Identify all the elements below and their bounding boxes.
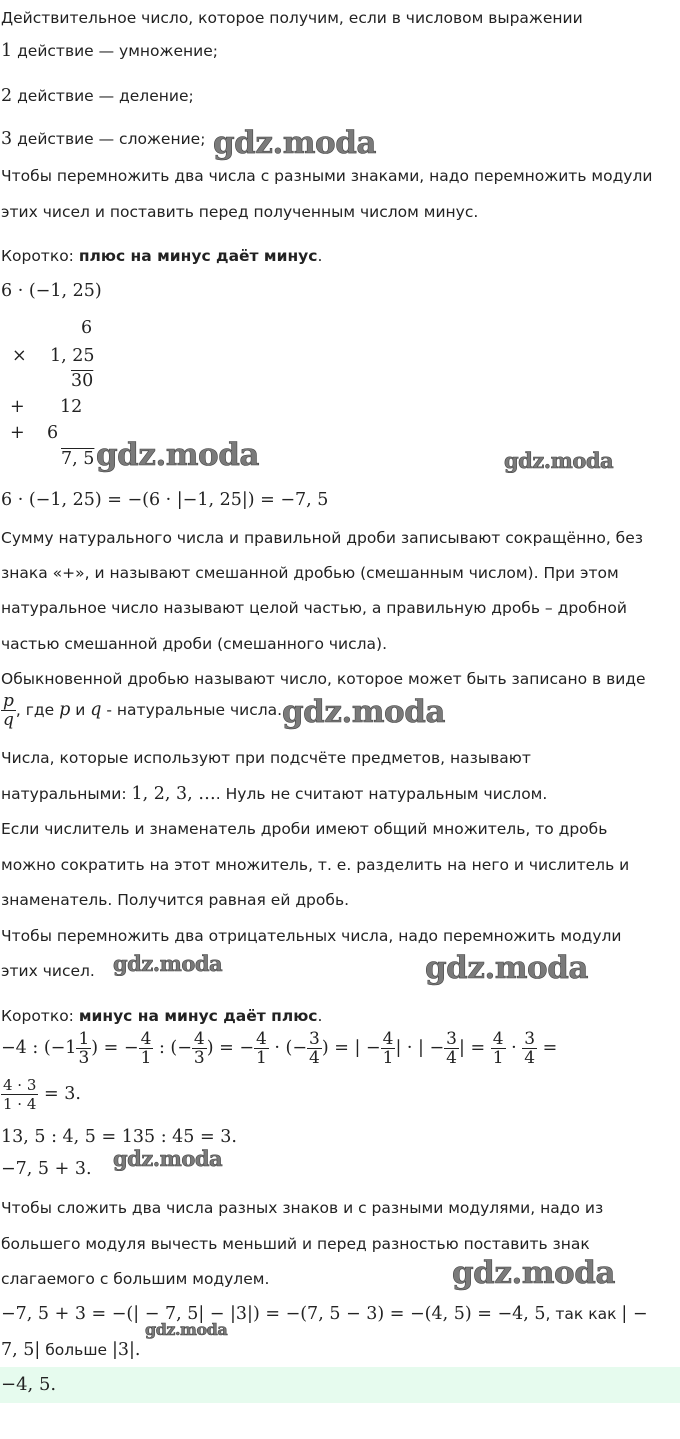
watermark: gdz.moda	[213, 125, 376, 161]
text-line: можно сократить на этот множитель, т. е. разделить на него и числитель и	[1, 856, 630, 874]
rule-line: слагаемого с большим модулем.	[1, 1270, 270, 1288]
step-text: действие — деление;	[17, 87, 194, 105]
text-line: Сумму натурального числа и правильной дроби записывают сокращённо, без	[1, 529, 644, 547]
column-a: 6	[81, 318, 93, 338]
rule-line: Чтобы перемножить два числа с разными знаками, надо перемножить модули	[1, 167, 653, 185]
rule-line: этих чисел и поставить перед полученным числом минус.	[1, 203, 479, 221]
expression: 6 · (−1, 25)	[1, 281, 102, 301]
column-plus: +	[10, 423, 25, 443]
calculation-line: $\frac{4 \cdot 3}{1 \cdot 4}$ = 3.	[3, 1076, 81, 1113]
final-line: 7, 5| больше |3|.	[1, 1340, 141, 1360]
text-line: Обыкновенной дробью называют число, которое может быть записано в виде	[1, 670, 646, 688]
column-row: 6	[47, 423, 59, 443]
watermark: gdz.moda	[282, 694, 445, 730]
text-line: Если числитель и знаменатель дроби имеют общий множитель, то дробь	[1, 820, 608, 838]
fraction-definition: $\frac{p}{q}$ , где p и q - натуральные числа.	[3, 691, 283, 730]
watermark: gdz.moda	[96, 437, 259, 473]
text-line: натуральными: 1, 2, 3, …. Нуль не считают натуральным числом.	[1, 784, 548, 804]
column-row: 12	[60, 397, 83, 417]
step-3	[1, 128, 205, 150]
watermark: gdz.moda	[504, 448, 614, 473]
intro-line: Действительное число, которое получим, если в числовом выражении	[1, 9, 583, 27]
watermark: gdz.moda	[145, 1320, 228, 1339]
step-number: 1	[1, 41, 13, 61]
rule-line: большего модуля вычесть меньший и перед разностью поставить знак	[1, 1235, 590, 1253]
text-line: натуральное число называют целой частью, а правильную дробь – дробной	[1, 599, 627, 617]
watermark: gdz.moda	[113, 1146, 223, 1171]
short-bold: плюс на минус даёт минус	[78, 247, 318, 265]
watermark: gdz.moda	[113, 951, 223, 976]
rule-line: этих чисел.	[1, 962, 95, 980]
final-line: −7, 5 + 3 = −(| − 7, 5| − |3|) = −(7, 5 − 3) = −(4, 5) = −4, 5, так как | −	[1, 1304, 648, 1324]
step-number: 3	[1, 129, 13, 149]
text-line: знака «+», и называют смешанной дробью (смешанным числом). При этом	[1, 564, 619, 582]
step-text: действие — сложение;	[17, 130, 206, 148]
natural-numbers: 1, 2, 3, …	[131, 784, 216, 804]
column-b: 1, 25	[50, 346, 95, 366]
watermark: gdz.moda	[452, 1255, 615, 1291]
short-rule: Коротко: минус на минус даёт плюс.	[1, 1007, 323, 1025]
calculation-line: 13, 5 : 4, 5 = 135 : 45 = 3.	[1, 1127, 237, 1147]
column-plus: +	[10, 397, 25, 417]
calculation-line: −7, 5 + 3.	[1, 1159, 92, 1179]
short-prefix: Коротко:	[1, 247, 74, 265]
step-number: 2	[1, 86, 13, 106]
column-sign: ×	[12, 346, 27, 366]
short-rule	[1, 245, 322, 267]
step-text: действие — умножение;	[17, 42, 219, 60]
rule-line: Чтобы перемножить два отрицательных числа, надо перемножить модули	[1, 927, 622, 945]
column-result: 7, 5	[61, 449, 95, 469]
expression: 6 · (−1, 25) = −(6 · |−1, 25|) = −7, 5	[1, 490, 329, 510]
calculation-line: −4 : (−1 $\frac{1}{3}$ ) = − $\frac{4}{1}$ : (− $\frac{4}{3}$ ) = − $\frac{4}{1}$ · (− $\frac{3}{4}$ ) = | − $\frac{4}{1}$ | · | − $\frac{3}{4}$ | = $\frac{4}{1}$ · $\frac{3}{4}$ =	[1, 1029, 558, 1068]
step-2	[1, 85, 194, 107]
watermark: gdz.moda	[425, 950, 588, 986]
text-line: знаменатель. Получится равная ей дробь.	[1, 891, 350, 909]
answer-value: −4, 5.	[1, 1374, 57, 1395]
answer-box	[0, 1367, 680, 1403]
fraction-pq: $\frac{p}{q}$	[3, 691, 14, 730]
step-1	[1, 40, 218, 62]
text-line: Числа, которые используют при подсчёте предметов, называют	[1, 749, 531, 767]
rule-line: Чтобы сложить два числа разных знаков и с разными модулями, надо из	[1, 1199, 604, 1217]
column-row: 30	[71, 371, 94, 391]
text-line: частью смешанной дроби (смешанного числа).	[1, 635, 388, 653]
short-end: .	[317, 247, 323, 265]
